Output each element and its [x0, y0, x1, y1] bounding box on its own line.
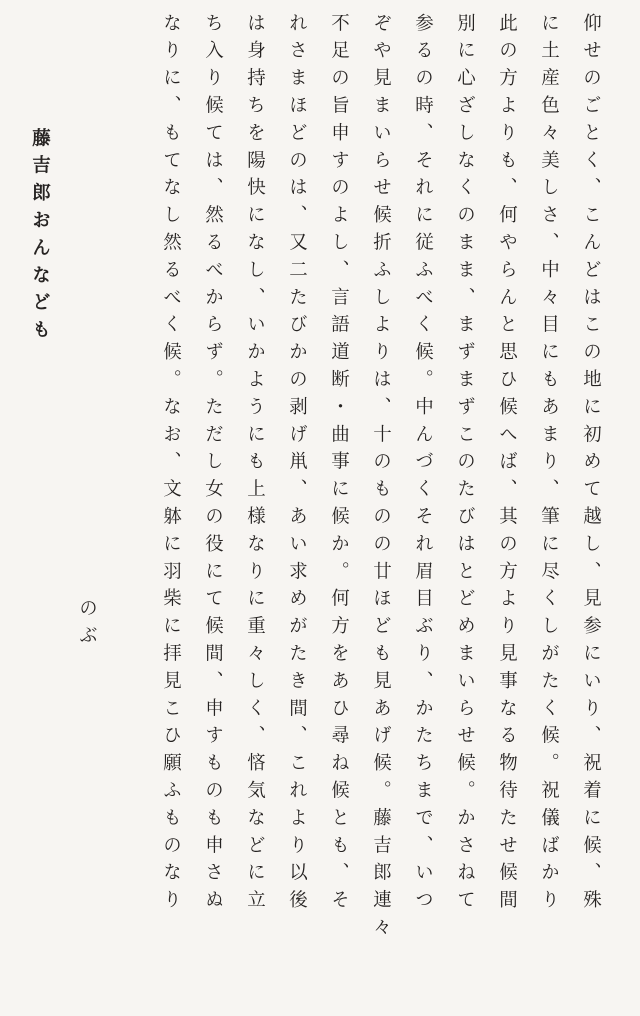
letter-column-9: は身持ちを陽快になし、いかようにも上様なりに重々しく、悋気などに立 — [244, 13, 266, 918]
letter-column-7: 不足の旨申すのよし、言語道断・曲事に候か。何方をあひ尋ね候とも、そ — [328, 13, 350, 918]
letter-column-1: 仰せのごとく、こんどはこの地に初めて越し、見参にいり、祝着に候、殊 — [580, 13, 602, 918]
letter-column-10: ち入り候ては、然るべからず。ただし女の役にて候間、申すものも申さぬ — [202, 13, 224, 918]
letter-column-3: 此の方よりも、何やらんと思ひ候へば、其の方より見事なる物待たせ候間 — [496, 13, 518, 918]
letter-column-4: 別に心ざしなくのまま、まずまずこのたびはとどめまいらせ候。かさねて — [454, 13, 476, 918]
letter-column-8: れさまほどのは、又二たびかの剥げ鼡、あい求めがたき間、これより以後 — [286, 13, 308, 918]
letter-column-11: なりに、もてなし然るべく候。なお、文躰に羽柴に拝見こひ願ふものなり — [160, 13, 182, 918]
signature: のぶ — [76, 598, 98, 653]
letter-column-5: 参るの時、それに従ふべく候。中んづくそれ眉目ぶり、かたちまで、いつ — [412, 13, 434, 918]
letter-column-6: ぞや見まいらせ候折ふしよりは、十のものの廿ほども見あげ候。藤吉郎連々 — [370, 13, 392, 945]
addressee: 藤吉郎おんなども — [29, 128, 51, 348]
letter-column-2: に土産色々美しさ、中々目にもあまり、筆に尽くしがたく候。祝儀ばかり — [538, 13, 560, 918]
